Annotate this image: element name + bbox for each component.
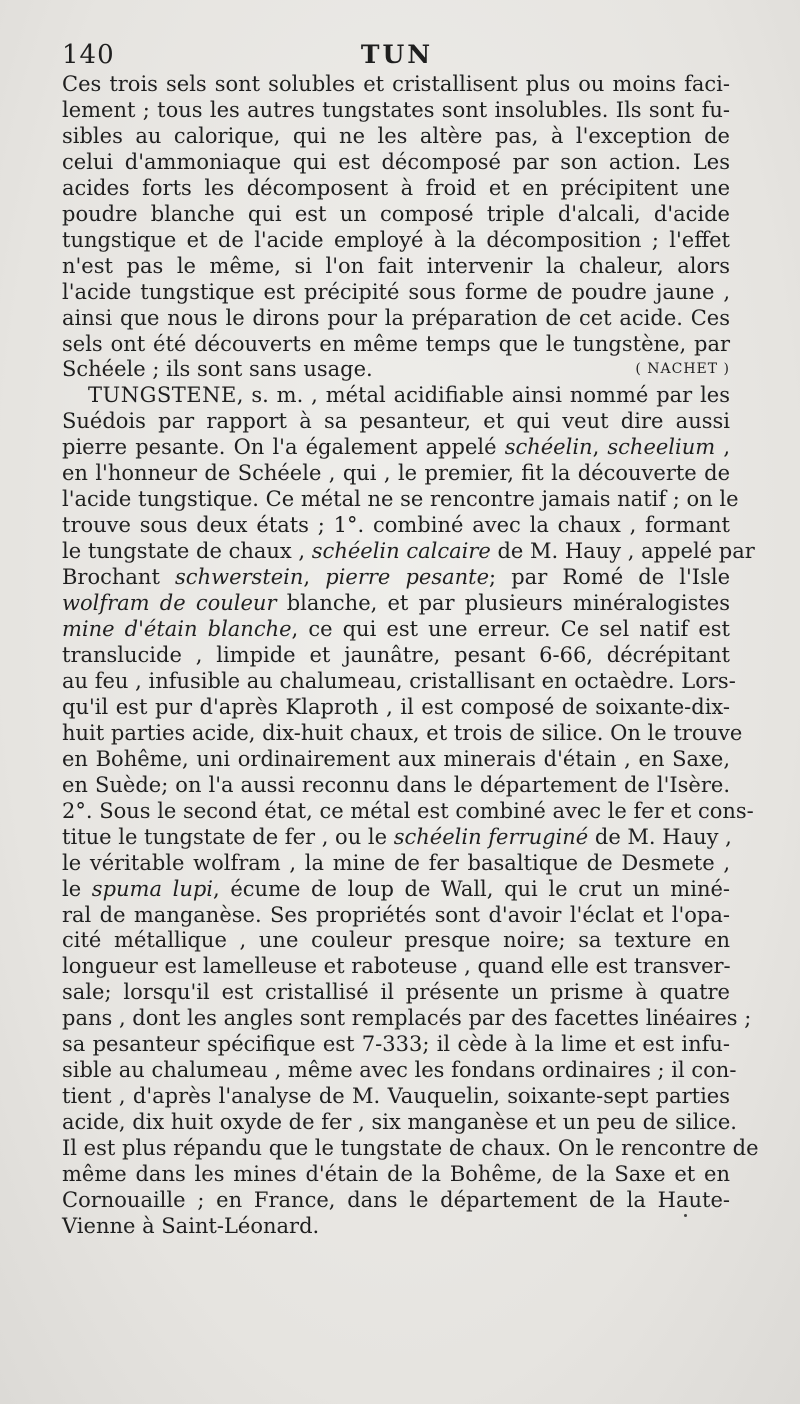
- text-line: 2°. Sous le second état, ce métal est combiné avec le fer et cons-: [62, 798, 754, 823]
- text-line: ainsi que nous le dirons pour la préparation de cet acide. Ces: [62, 305, 730, 330]
- text-fragment: de M. Hauy , appelé par: [490, 539, 755, 564]
- text-fragment: ; par Romé de l'Isle: [489, 565, 731, 590]
- text-line: sale; lorsqu'il est cristallisé il présente un prisme à quatre: [62, 980, 730, 1005]
- italic-term: pierre pesante: [325, 565, 490, 590]
- text-line: poudre blanche qui est un composé triple d'alcali, d'acide: [62, 201, 730, 226]
- text-line: [62, 617, 730, 643]
- text-line: pans , dont les angles sont remplacés par des facettes linéaires ;: [62, 1006, 752, 1031]
- text-fragment: , s. m. , métal acidifiable ainsi nommé par les: [236, 383, 730, 408]
- text-line: [62, 383, 730, 409]
- page-number: 140: [62, 40, 115, 70]
- text-fragment: ,: [715, 435, 730, 460]
- text-fragment: pierre pesante. On l'a également appelé: [62, 435, 505, 460]
- text-line: Il est plus répandu que le tungstate de chaux. On le rencontre de: [62, 1136, 759, 1161]
- text-line: qu'il est pur d'après Klaproth , il est composé de soixante-dix-: [62, 694, 730, 719]
- italic-term: wolfram de couleur: [62, 591, 277, 616]
- text-line: ral de manganèse. Ses propriétés sont d'avoir l'éclat et l'opa-: [62, 902, 730, 927]
- text-line: acide, dix huit oxyde de fer , six manganèse et un peu de silice.: [62, 1110, 737, 1135]
- text-line: au feu , infusible au chalumeau, cristallisant en octaèdre. Lors-: [62, 668, 736, 693]
- italic-term: spuma lupi: [91, 876, 214, 901]
- text-line: sa pesanteur spécifique est 7-333; il cède à la lime et est infu-: [62, 1032, 730, 1057]
- text-fragment: Brochant: [62, 565, 176, 590]
- italic-term: mine d'étain blanche: [62, 617, 292, 642]
- text-line: Suédois par rapport à sa pesanteur, et qui veut dire aussi: [62, 409, 730, 434]
- running-head: TUN: [360, 40, 434, 69]
- text-line: Cornouaille ; en France, dans le département de la Haute-: [62, 1187, 730, 1212]
- text-line: longueur est lamelleuse et raboteuse , quand elle est transver-: [62, 954, 731, 979]
- text-line: [62, 435, 730, 461]
- author-signature: ( NACHET ): [635, 361, 730, 378]
- text-line: lement ; tous les autres tungstates sont insolubles. Ils sont fu-: [62, 97, 730, 122]
- text-line: Ces trois sels sont solubles et cristallisent plus ou moins faci-: [62, 72, 730, 96]
- text-line: [62, 565, 730, 591]
- text-fragment: blanche, et par plusieurs minéralogistes: [276, 591, 730, 616]
- text-line: [62, 357, 730, 383]
- text-line: en Suède; on l'a aussi reconnu dans le département de l'Isère.: [62, 772, 730, 797]
- text-fragment: ,: [303, 565, 326, 590]
- text-line: [62, 877, 730, 903]
- text-line: acides forts les décomposent à froid et en précipitent une: [62, 175, 730, 200]
- text-line: l'acide tungstique est précipité sous forme de poudre jaune ,: [62, 279, 730, 304]
- text-fragment: Schéele ; ils sont sans usage.: [62, 357, 373, 382]
- page-body: [62, 72, 759, 1240]
- text-line: [62, 825, 730, 851]
- entry-headword: TUNGSTENE: [88, 383, 237, 408]
- text-line: n'est pas le même, si l'on fait intervenir la chaleur, alors: [62, 253, 730, 278]
- italic-term: schwerstein: [175, 565, 304, 590]
- italic-term: schéelin ferruginé: [393, 824, 589, 849]
- text-line: en Bohême, uni ordinairement aux minerais d'étain , en Saxe,: [62, 746, 730, 771]
- text-fragment: titue le tungstate de fer , ou le: [62, 824, 394, 849]
- italic-term: schéelin calcaire: [311, 539, 491, 564]
- text-line: trouve sous deux états ; 1°. combiné avec la chaux , formant: [62, 513, 730, 538]
- text-line: tungstique et de l'acide employé à la décomposition ; l'effet: [62, 227, 730, 252]
- text-line: sibles au calorique, qui ne les altère pas, à l'exception de: [62, 123, 730, 148]
- text-line: Vienne à Saint-Léonard.: [62, 1213, 320, 1238]
- text-fragment: , écume de loup de Wall, qui le crut un miné-: [213, 876, 730, 901]
- text-line: [62, 539, 755, 565]
- text-fragment: le: [62, 876, 92, 901]
- text-fragment: , ce qui est une erreur. Ce sel natif est: [291, 617, 730, 642]
- text-line: [62, 591, 730, 617]
- italic-term: scheelium: [607, 435, 716, 460]
- italic-term: schéelin: [504, 435, 593, 460]
- text-line: l'acide tungstique. Ce métal ne se rencontre jamais natif ; on le: [62, 487, 739, 512]
- text-fragment: le tungstate de chaux ,: [62, 539, 312, 564]
- text-line: huit parties acide, dix-huit chaux, et trois de silice. On le trouve: [62, 720, 743, 745]
- text-line: cité métallique , une couleur presque noire; sa texture en: [62, 928, 730, 953]
- text-line: tient , d'après l'analyse de M. Vauquelin, soixante-sept parties: [62, 1084, 730, 1109]
- text-line: même dans les mines d'étain de la Bohême, de la Saxe et en: [62, 1162, 730, 1187]
- ink-speck: [684, 1214, 687, 1217]
- text-fragment: de M. Hauy ,: [588, 824, 732, 849]
- text-line: translucide , limpide et jaunâtre, pesant 6-66, décrépitant: [62, 642, 730, 667]
- text-line: le véritable wolfram , la mine de fer basaltique de Desmete ,: [62, 850, 730, 875]
- text-fragment: ,: [592, 435, 608, 460]
- text-line: en l'honneur de Schéele , qui , le premier, fit la découverte de: [62, 461, 730, 486]
- text-line: celui d'ammoniaque qui est décomposé par son action. Les: [62, 149, 730, 174]
- text-line: sible au chalumeau , même avec les fondans ordinaires ; il con-: [62, 1058, 737, 1083]
- text-line: sels ont été découverts en même temps que le tungstène, par: [62, 331, 730, 356]
- page-header: [62, 40, 732, 76]
